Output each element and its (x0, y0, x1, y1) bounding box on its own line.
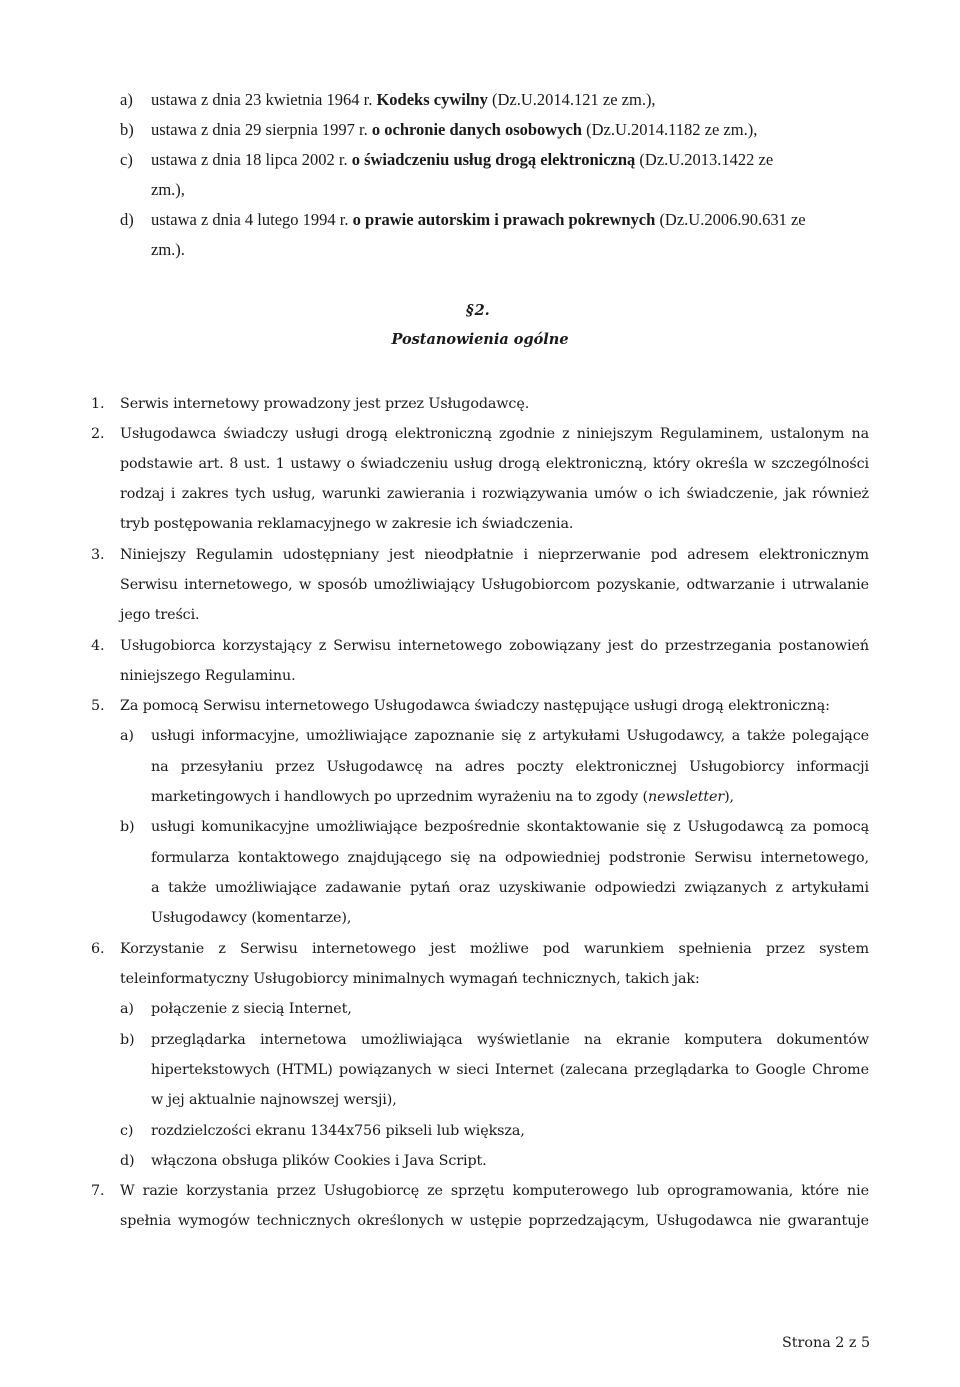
section-title: Postanowienia ogólne (391, 331, 569, 348)
item-number: 1. (91, 396, 105, 412)
act-item: ustawa z dnia 18 lipca 2002 r. o świadczeniu usług drogą elektroniczną (Dz.U.2013.1422 ze (151, 150, 774, 169)
service-text: na przesyłaniu przez Usługodawcę na adres poczty elektronicznej Usługobiorcy informacji (151, 759, 869, 775)
item-number: 2. (91, 426, 105, 442)
service-text: a także umożliwiające zadawanie pytań oraz uzyskiwanie odpowiedzi związanych z artykułami (151, 880, 869, 896)
requirement-marker: c) (120, 1123, 134, 1139)
item-number: 6. (91, 941, 105, 957)
service-marker: a) (120, 728, 134, 744)
item-text: Korzystanie z Serwisu internetowego jest możliwe pod warunkiem spełnienia przez system (120, 941, 869, 957)
requirement-text: w jej aktualnie najnowszej wersji), (151, 1092, 397, 1108)
item-text: jego treści. (120, 607, 200, 623)
service-text: marketingowych i handlowych po uprzednim wyrażeniu na to zgody (newsletter), (151, 789, 735, 805)
service-text: Usługodawcy (komentarze), (151, 910, 352, 926)
item-number: 4. (91, 638, 105, 654)
item-text: teleinformatyczny Usługobiorcy minimalnych wymagań technicznych, takich jak: (120, 971, 700, 987)
item-text: Usługodawca świadczy usługi drogą elektroniczną zgodnie z niniejszym Regulaminem, ustalonym na (120, 426, 869, 442)
requirement-marker: b) (120, 1032, 135, 1048)
item-number: 7. (91, 1183, 105, 1199)
item-text: Usługobiorca korzystający z Serwisu internetowego zobowiązany jest do przestrzegania postanowień (120, 638, 869, 654)
act-item-continuation: zm.). (151, 240, 185, 259)
service-marker: b) (120, 819, 135, 835)
requirement-text: przeglądarka internetowa umożliwiająca wyświetlanie na ekranie komputera dokumentów (151, 1032, 869, 1048)
act-item: ustawa z dnia 4 lutego 1994 r. o prawie autorskim i prawach pokrewnych (Dz.U.2006.90.631 ze (151, 210, 806, 229)
item-text: W razie korzystania przez Usługobiorcę ze sprzętu komputerowego lub oprogramowania, które nie (120, 1183, 869, 1199)
service-text: usługi informacyjne, umożliwiające zapoznanie się z artykułami Usługodawcy, a także polegające (151, 728, 869, 744)
item-text: niniejszego Regulaminu. (120, 668, 296, 684)
requirement-text: rozdzielczości ekranu 1344x756 pikseli lub większa, (151, 1123, 525, 1139)
act-marker: c) (120, 150, 133, 169)
item-text: Serwisu internetowego, w sposób umożliwiający Usługobiorcom pozyskanie, odtwarzanie i utrwalanie (120, 577, 869, 593)
item-number: 5. (91, 698, 105, 714)
item-number: 3. (91, 547, 105, 563)
act-item: ustawa z dnia 29 sierpnia 1997 r. o ochronie danych osobowych (Dz.U.2014.1182 ze zm.), (151, 120, 758, 139)
item-text: tryb postępowania reklamacyjnego w zakresie ich świadczenia. (120, 516, 574, 532)
item-text: Serwis internetowy prowadzony jest przez Usługodawcę. (120, 396, 530, 412)
service-text: formularza kontaktowego znajdującego się na odpowiedniej podstronie Serwisu internetowego, (151, 850, 869, 866)
act-marker: a) (120, 90, 133, 109)
item-text: spełnia wymogów technicznych określonych w ustępie poprzedzającym, Usługodawca nie gwarantuje (120, 1213, 869, 1229)
requirement-marker: d) (120, 1153, 135, 1169)
requirement-text: połączenie z siecią Internet, (151, 1001, 352, 1017)
page-number: Strona 2 z 5 (782, 1335, 871, 1351)
requirement-marker: a) (120, 1001, 134, 1017)
section-number: §2. (466, 302, 490, 319)
service-text: usługi komunikacyjne umożliwiające bezpośrednie skontaktowanie się z Usługodawcą za pomocą (151, 819, 869, 835)
requirement-text: hipertekstowych (HTML) powiązanych w sieci Internet (zalecana przeglądarka to Google Chrome (151, 1062, 869, 1078)
act-marker: d) (120, 210, 134, 229)
requirement-text: włączona obsługa plików Cookies i Java Script. (151, 1153, 487, 1169)
item-text: Niniejszy Regulamin udostępniany jest nieodpłatnie i nieprzerwanie pod adresem elektronicznym (120, 547, 869, 563)
item-text: rodzaj i zakres tych usług, warunki zawierania i rozwiązywania umów o ich świadczenie, jak również (120, 486, 869, 502)
item-text: podstawie art. 8 ust. 1 ustawy o świadczeniu usług drogą elektroniczną, który określa w szczególności (120, 456, 869, 472)
act-item: ustawa z dnia 23 kwietnia 1964 r. Kodeks cywilny (Dz.U.2014.121 ze zm.), (151, 90, 656, 109)
act-marker: b) (120, 120, 134, 139)
act-item-continuation: zm.), (151, 180, 185, 199)
item-text: Za pomocą Serwisu internetowego Usługodawca świadczy następujące usługi drogą elektroniczną: (120, 698, 830, 714)
